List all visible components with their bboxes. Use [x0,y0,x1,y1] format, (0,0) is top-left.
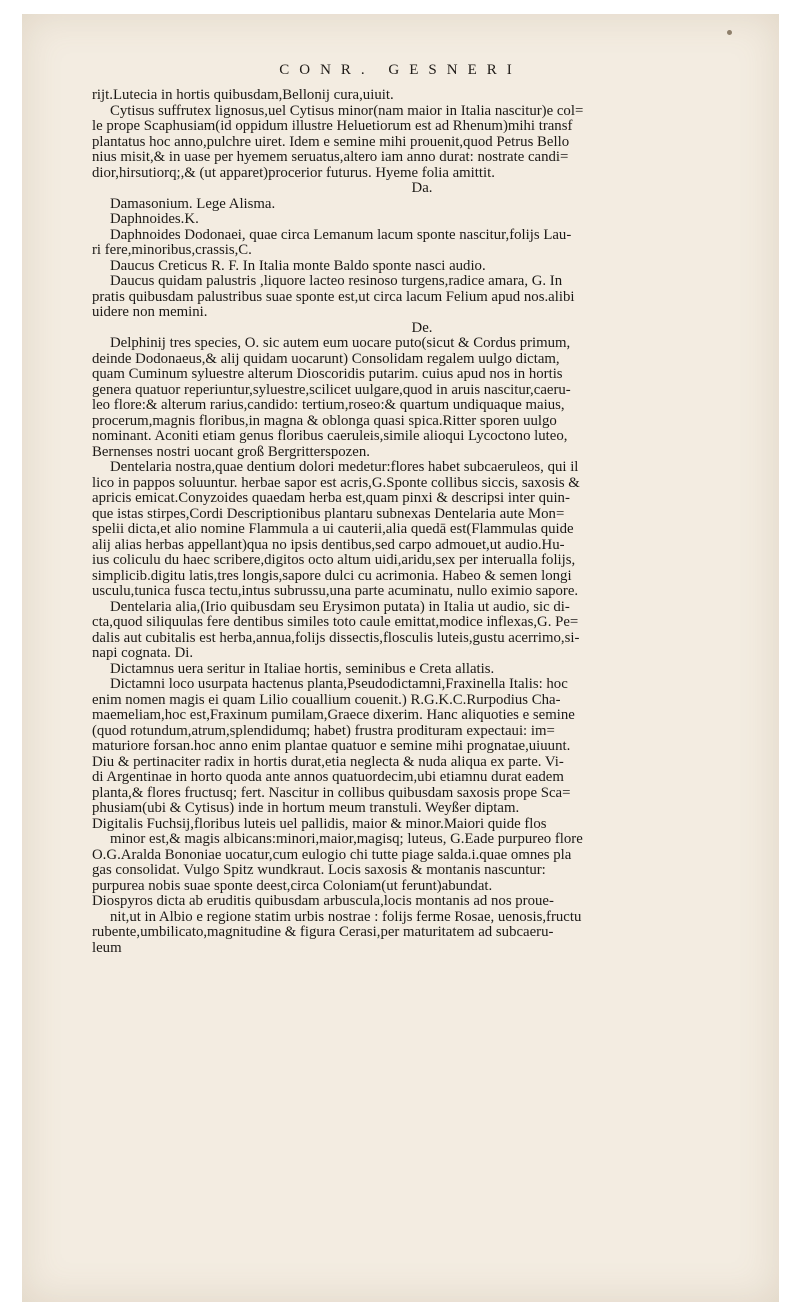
text-line: quam Cuminum syluestre alterum Dioscoridis putarim. cuius apud nos in hortis [92,367,563,382]
text-line: leum [92,940,122,956]
text-line: maturiore forsan.hoc anno enim plantae quatuor e semine mihi prognatae,uiuunt. [92,739,571,754]
text-line: maemeliam,hoc est,Fraxinum pumilam,Graece dixerim. Hanc aliquoties e semine [92,708,575,723]
text-line: deinde Dodonaeus,& alij quidam uocarunt) Consolidam regalem uulgo dictam, [92,351,560,367]
text-line: enim nomen magis ei quam Lilio couallium couenit.) R.G.K.C.Rurpodius Cha- [92,692,561,708]
text-line: spelii dicta,et alio nomine Flammula a ui cauterii,alia quedā est(Flammulas quide [92,522,574,537]
text-line: Digitalis Fuchsij,floribus luteis uel pallidis, maior & minor.Maiori quide flos [92,816,547,832]
text-line: Cytisus suffrutex lignosus,uel Cytisus minor(nam maior in Italia nascitur)e col= [110,103,584,119]
text-line: dior,hirsutiorq;,& (ut apparet)procerior futurus. Hyeme folia amittit. [92,165,495,181]
text-line: Bernenses nostri uocant groß Bergritterspozen. [92,444,370,460]
text-line: le prope Scaphusiam(id oppidum illustre Heluetiorum est ad Rhenum)mihi transf [92,119,573,134]
text-line: minor est,& magis albicans:minori,maior,magisq; luteus, G.Eade purpureo flore [110,832,583,847]
text-line: Daphnoides Dodonaei, quae circa Lemanum lacum sponte nascitur,folijs Lau- [110,227,572,243]
text-line: cta,quod siliquulas fere dentibus similes toto caule emittat,modice inflexas,G. Pe= [92,615,579,630]
text-line: ius coliculu du haec scribere,digitos octo altum uidi,aridu,sex per interualla folijs, [92,553,576,568]
text-line: uidere non memini. [92,305,208,320]
page-spot [727,30,732,35]
text-line: simplicib.digitu latis,tres longis,sapore dulci cu acrimonia. Habeo & semen longi [92,568,572,584]
text-line: O.G.Aralda Bononiae uocatur,cum eulogio chi tutte piage salda.i.quae omnes pla [92,847,572,863]
text-line: dalis aut cubitalis est herba,annua,folijs dissectis,flosculis luteis,gustu acerrimo,si- [92,630,580,646]
text-line: gas consolidat. Vulgo Spitz wundkraut. Locis saxosis & montanis nascuntur: [92,863,546,878]
text-line: nit,ut in Albio e regione statim urbis nostrae : folijs ferme Rosae, uenosis,fructu [110,909,582,925]
text-line: Diu & pertinaciter radix in hortis durat,etia neglecta & nuda aliqua ex parte. Vi- [92,754,564,770]
text-line: genera quatuor reperiuntur,syluestre,scilicet uulgare,quod in aruis nascitur,caeru- [92,382,571,398]
text-line: Daphnoides.K. [110,212,199,227]
text-line: napi cognata. Di. [92,646,194,661]
book-page [22,14,779,1302]
text-line: Dentelaria alia,(Irio quibusdam seu Erysimon putata) in Italia ut audio, sic di- [110,599,570,615]
text-line: (quod rotundum,atrum,splendidumq; habet) frustra prodituram expectaui: im= [92,723,555,739]
text-line: De. [411,320,433,336]
text-line: usculu,tunica fusca tectu,intus subrussu,una parte acuminatu, nullo eximio sapore. [92,584,579,599]
text-line: que istas stirpes,Cordi Descriptionibus plantaru subnexas Dentelaria aute Mon= [92,506,565,522]
text-line: phusiam(ubi & Cytisus) inde in hortum meum transtuli. Weyßer diptam. [92,801,520,816]
text-line: Daucus Creticus R. F. In Italia monte Baldo sponte nasci audio. [110,258,486,274]
text-line: rubente,umbilicato,magnitudine & figura Cerasi,per maturitatem ad subcaeru- [92,925,554,940]
text-line: leo flore:& alterum rarius,candido: tertium,roseo:& quartum undiquaque maius, [92,398,565,413]
text-line: Daucus quidam palustris ,liquore lacteo resinoso turgens,radice amara, G. In [110,274,563,289]
text-line: apricis emicat.Conyzoides quaedam herba est,quam pinxi & descripsi inter quin- [92,491,570,506]
text-line: Dentelaria nostra,quae dentium dolori medetur:flores habet subcaeruleos, qui il [110,460,579,475]
text-line: Dictamnus uera seritur in Italiae hortis, seminibus e Creta allatis. [110,661,495,677]
text-line: Damasonium. Lege Alisma. [110,196,276,212]
body-text [92,88,752,956]
text-line: pratis quibusdam palustribus suae sponte est,ut circa lacum Felium apud nos.alibi [92,289,575,305]
text-line: procerum,magnis floribus,in magna & oblonga quasi spica.Ritter sporen uulgo [92,413,557,429]
text-line: di Argentinae in horto quoda ante annos quatuordecim,ubi etiamnu durat eadem [92,770,564,785]
text-line: Delphinij tres species, O. sic autem eum uocare puto(sicut & Cordus primum, [110,336,571,351]
text-line: alij alias herbas appellant)qua no ipsis dentibus,sed carpo admouet,ut audio.Hu- [92,537,565,553]
text-line: nominant. Aconiti etiam genus floribus caeruleis,simile alioqui Lycoctono luteo, [92,429,568,444]
text-line: Diospyros dicta ab eruditis quibusdam arbuscula,locis montanis ad nos proue- [92,894,554,909]
running-head: CONR. GESNERI [279,62,522,78]
text-line: Da. [411,181,433,196]
text-line: rijt.Lutecia in hortis quibusdam,Bellonij cura,uiuit. [92,88,394,103]
text-line: plantatus hoc anno,pulchre uiret. Idem e semine mihi prouenit,quod Petrus Bello [92,134,570,150]
text-line: ri fere,minoribus,crassis,C. [92,243,252,258]
text-line: purpurea nobis suae sponte deest,circa Coloniam(ut ferunt)abundat. [92,878,493,894]
text-line: nius misit,& in uase per hyemem seruatus,altero iam anno durat: nostrate candi= [92,150,569,165]
text-line: Dictamni loco usurpata hactenus planta,Pseudodictamni,Fraxinella Italis: hoc [110,677,568,692]
text-line: lico in pappos soluuntur. herbae sapor est acris,G.Sponte collibus siccis, saxosis & [92,475,580,491]
text-line: planta,& flores fructusq; fert. Nascitur in collibus quibusdam saxosis prope Sca= [92,785,571,801]
